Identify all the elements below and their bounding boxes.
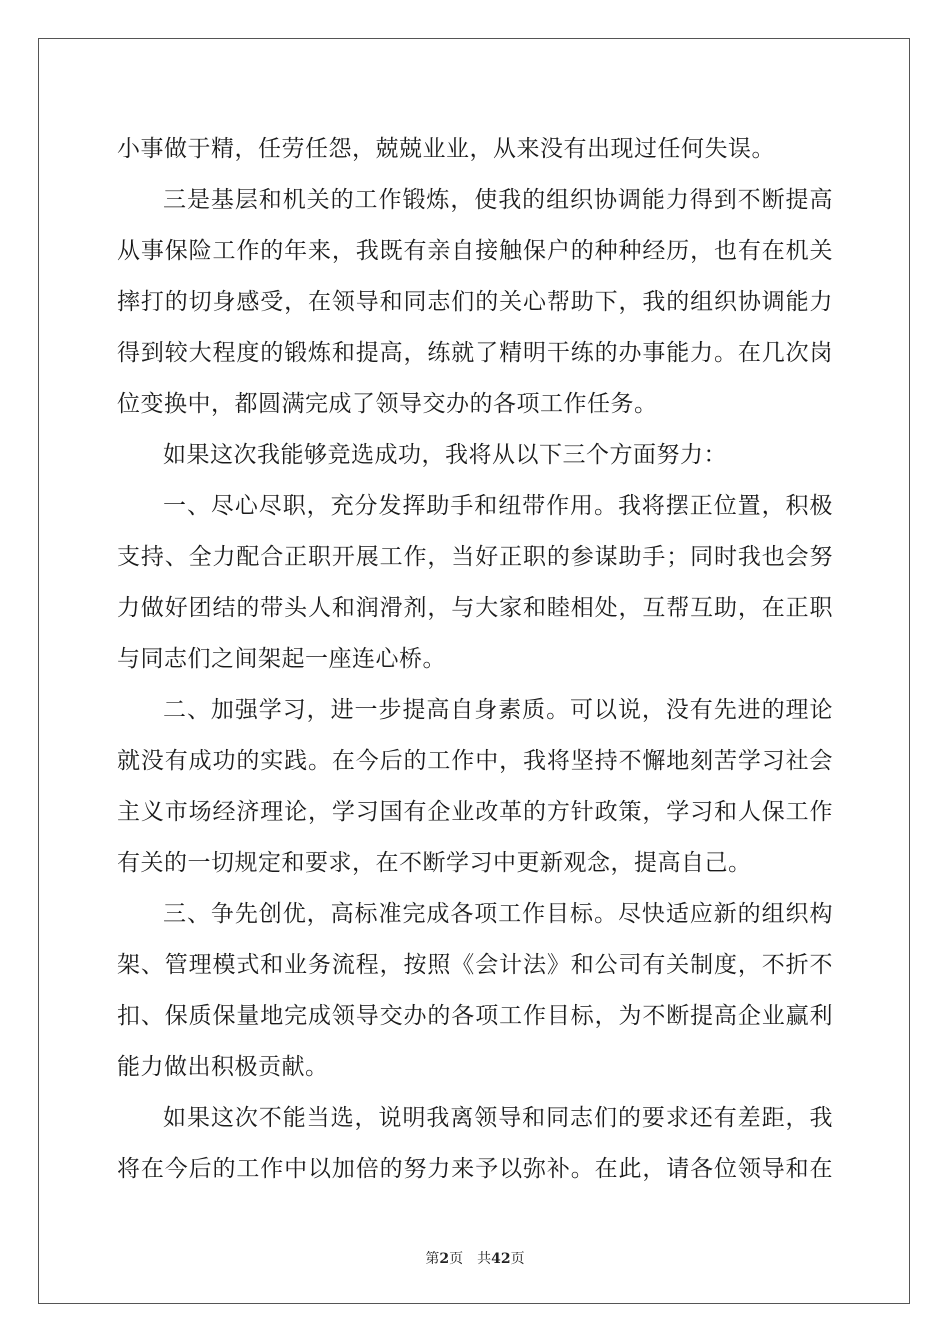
total-page-number: 42	[491, 1251, 511, 1267]
text-line: 三是基层和机关的工作锻炼，使我的组织协调能力得到不断提高	[163, 187, 833, 213]
text-line: 架、管理模式和业务流程，按照《会计法》和公司有关制度，不折不	[117, 952, 833, 978]
document-body	[117, 124, 833, 1195]
current-page-number: 2	[439, 1251, 450, 1267]
page-unit: 页	[449, 1251, 464, 1267]
text-line: 小事做于精，任劳任怨，兢兢业业，从来没有出现过任何失误。	[117, 136, 775, 162]
text-line: 将在今后的工作中以加倍的努力来予以弥补。在此，请各位领导和在	[117, 1156, 833, 1182]
text-line: 得到较大程度的锻炼和提高，练就了精明干练的办事能力。在几次岗	[117, 340, 833, 366]
text-line: 如果这次我能够竞选成功，我将从以下三个方面努力：	[163, 442, 727, 468]
text-line: 支持、全力配合正职开展工作，当好正职的参谋助手；同时我也会努	[117, 544, 833, 570]
text-line: 三、争先创优，高标准完成各项工作目标。尽快适应新的组织构	[163, 901, 833, 927]
text-line: 摔打的切身感受，在领导和同志们的关心帮助下，我的组织协调能力	[117, 289, 833, 315]
text-line: 力做好团结的带头人和润滑剂，与大家和睦相处，互帮互助，在正职	[117, 595, 833, 621]
text-line: 能力做出积极贡献。	[117, 1054, 329, 1080]
page-footer	[0, 1248, 950, 1268]
text-line: 有关的一切规定和要求，在不断学习中更新观念，提高自己。	[117, 850, 752, 876]
text-line: 二、加强学习，进一步提高自身素质。可以说，没有先进的理论	[163, 697, 833, 723]
total-unit: 页	[510, 1251, 525, 1267]
text-line: 位变换中，都圆满完成了领导交办的各项工作任务。	[117, 391, 658, 417]
text-line: 主义市场经济理论，学习国有企业改革的方针政策，学习和人保工作	[117, 799, 833, 825]
text-line: 从事保险工作的年来，我既有亲自接触保户的种种经历，也有在机关	[117, 238, 833, 264]
text-line: 扣、保质保量地完成领导交办的各项工作目标，为不断提高企业赢利	[117, 1003, 833, 1029]
text-line: 就没有成功的实践。在今后的工作中，我将坚持不懈地刻苦学习社会	[117, 748, 833, 774]
text-line: 与同志们之间架起一座连心桥。	[117, 646, 446, 672]
page-prefix: 第	[425, 1251, 440, 1267]
text-line: 如果这次不能当选，说明我离领导和同志们的要求还有差距，我	[163, 1105, 833, 1131]
text-line: 一、尽心尽职，充分发挥助手和纽带作用。我将摆正位置，积极	[163, 493, 833, 519]
total-prefix: 共	[477, 1251, 492, 1267]
